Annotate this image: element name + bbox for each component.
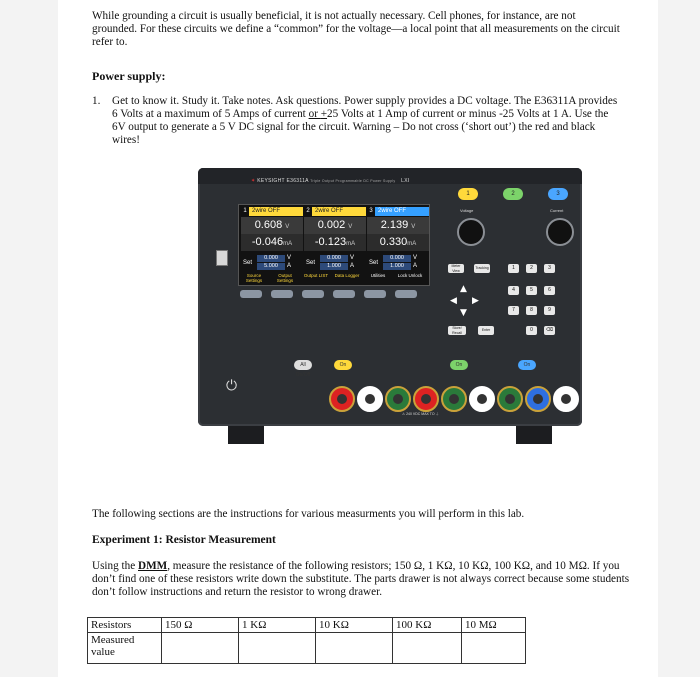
softkey-button-4[interactable] [333,290,355,298]
channel-number: 3 [367,207,375,216]
sections-intro: The following sections are the instructions for various measurments you will perform in this lab. [92,508,525,520]
key-2[interactable]: 2 [526,264,537,273]
experiment-1-heading: Experiment 1: Resistor Measurement [92,534,276,546]
power-supply-photo [198,168,582,450]
voltage-value: 0.002 [317,219,346,231]
intro-paragraph: While grounding a circuit is usually beneficial, it is not actually necessary. Cell phones, for instance, are not grounded. For these circuits we define a “common” for the voltage—a local point that all measurements on the circuit refer to. [92,10,620,48]
wire-mode: 2wire [315,208,330,214]
a-label: A [350,263,355,269]
exp-text-b: , measure the resistance of the following resistors; 150 Ω, 1 KΩ, 10 KΩ, 100 KΩ, and 10 MΩ. If you don’t find one of these resistors write down the substitute. The parts drawer is not always correct because some students don’t follow instructions and return the resistor to wrong drawer. [92,560,630,598]
channel-2-on-button[interactable]: On [450,360,468,370]
current-value: 0.330 [379,236,408,248]
arrow-up-icon[interactable]: ▲ [460,284,467,294]
current-unit: mA [283,241,293,247]
v-label: V [413,255,418,261]
key-5[interactable]: 5 [526,286,537,295]
set-label: Set [243,260,253,266]
device-logo [251,178,410,184]
current-unit: mA [346,241,356,247]
ch3-common-terminal[interactable] [497,386,523,412]
arrow-down-icon[interactable]: ▼ [460,308,467,318]
softkey-button-2[interactable] [271,290,293,298]
voltage-value: 0.608 [254,219,283,231]
dmm-term: DMM [138,560,168,572]
current-knob[interactable] [546,218,574,246]
key-4[interactable]: 4 [508,286,519,295]
measured-cell-1k[interactable] [239,633,316,664]
key-0[interactable]: 0 [526,326,537,335]
model-label: E36311A [286,178,309,184]
softkey-output-settings: Output Settings [276,273,294,283]
item-plus: + [320,108,328,120]
ch1-negative-terminal[interactable] [357,386,383,412]
v-label: V [287,255,292,261]
channel-3-select-button[interactable]: 3 [548,188,568,200]
resistor-table [87,617,526,664]
arrow-right-icon[interactable]: ▶ [472,296,479,306]
item-or: or [308,108,321,120]
all-on-off-button[interactable]: All On/Off [295,362,311,378]
ch2-common-terminal[interactable] [441,386,467,412]
ch2-negative-terminal[interactable] [469,386,495,412]
keysight-logo-icon: ✶ [251,178,256,184]
voltage-knob-label: Voltage [460,208,474,213]
set-current: 1.000 [383,263,411,270]
channel-1-select-button[interactable]: 1 [458,188,478,200]
description-label: Triple Output Programmable DC Power Supply [310,179,396,183]
usb-port-icon [216,250,228,266]
channel-3-panel [367,207,429,281]
ch3-positive-terminal[interactable] [525,386,551,412]
power-supply-device [198,168,582,426]
set-voltage: 0.000 [383,255,411,262]
channel-2-header [304,207,366,216]
measured-cell-150[interactable] [162,633,239,664]
wire-mode: 2wire [378,208,393,214]
channel-3-current [367,234,429,251]
channel-2-panel [304,207,366,281]
table-header-cell: 100 KΩ [393,618,462,633]
left-foot [228,426,264,444]
exp-text-a: Using the [92,560,138,572]
set-voltage: 0.000 [257,255,285,262]
measured-cell-10k[interactable] [316,633,393,664]
ch2-positive-terminal[interactable] [413,386,439,412]
channel-2-current [304,234,366,251]
softkey-lock-unlock: Lock Unlock [397,273,423,278]
channel-number: 2 [304,207,312,216]
backspace-key[interactable]: ⌫ [545,327,554,333]
voltage-unit: V [411,224,416,230]
power-supply-heading: Power supply: [92,69,166,83]
ch1-positive-terminal[interactable] [329,386,355,412]
softkey-data-logger: Data Logger [334,273,360,278]
channel-1-voltage [241,217,303,234]
experiment-1-paragraph [92,560,632,599]
channel-3-voltage [367,217,429,234]
output-state: OFF [331,208,344,214]
set-current: 1.000 [320,263,348,270]
display-screen [238,204,430,286]
document-page [58,0,658,677]
key-8[interactable]: 8 [526,306,537,315]
tracking-button[interactable]: Tracking [474,264,490,273]
channel-3-on-button[interactable]: On [518,360,536,370]
right-foot [516,426,552,444]
list-item-text [112,95,622,147]
table-row [88,633,526,664]
key-3[interactable]: 3 [544,264,555,273]
softkey-source-settings: Source Settings [245,273,263,283]
wire-mode: 2wire [252,208,267,214]
voltage-warning-label: ⚠ 240 VDC MAX TO ⏚ [402,412,440,416]
channel-1-set [241,253,303,273]
power-button-icon[interactable]: ⏻ [226,378,238,394]
measured-cell-10m[interactable] [462,633,526,664]
table-header-row [88,618,526,633]
measured-value-label: Measured value [88,633,162,664]
channel-3-header [367,207,429,216]
set-label: Set [306,260,316,266]
ch3-negative-terminal[interactable] [553,386,579,412]
softkey-output-list: Output LIST [303,273,329,278]
key-7[interactable]: 7 [508,306,519,315]
key-9[interactable]: 9 [544,306,555,315]
ground-terminal[interactable] [385,386,411,412]
list-number: 1. [92,95,101,107]
table-header-cell: 10 KΩ [316,618,393,633]
set-voltage: 0.000 [320,255,348,262]
softkey-button-3[interactable] [302,290,324,298]
softkey-button-5[interactable] [364,290,386,298]
measured-cell-100k[interactable] [393,633,462,664]
table-header-cell: 1 KΩ [239,618,316,633]
meter-view-button[interactable]: Meter View [448,264,464,273]
table-header-cell: 10 MΩ [462,618,526,633]
key-6[interactable]: 6 [544,286,555,295]
output-state: OFF [394,208,407,214]
softkey-button-1[interactable] [240,290,262,298]
output-state: OFF [268,208,281,214]
channel-number: 1 [241,207,249,216]
softkey-utilities: Utilities [370,273,386,278]
voltage-unit: V [285,224,290,230]
item-text-a: Get to know it. Study it. Take notes. Ask questions. Power supply provides a DC voltage. The E36311A provides 6 Volts at a maximum of 5 Amps of current [112,95,618,120]
enter-button[interactable]: Enter [478,326,494,335]
key-1[interactable]: 1 [508,264,519,273]
set-current: 5.000 [257,263,285,270]
channel-3-set [367,253,429,273]
brand-label: KEYSIGHT [257,178,285,184]
softkey-labels [239,273,429,283]
store-recall-button[interactable]: Store/ Recall [448,326,466,335]
a-label: A [287,263,292,269]
voltage-unit: V [348,224,353,230]
table-header-cell: 150 Ω [162,618,239,633]
lxi-label: LXI [401,178,410,184]
current-knob-label: Current [550,208,564,213]
set-label: Set [369,260,379,266]
softkey-button-6[interactable] [395,290,417,298]
channel-2-set [304,253,366,273]
v-label: V [350,255,355,261]
voltage-knob[interactable] [457,218,485,246]
current-value: -0.123 [314,236,347,248]
channel-2-voltage [304,217,366,234]
channel-2-select-button[interactable]: 2 [503,188,523,200]
channel-1-current [241,234,303,251]
item-text-b: 25 Volts at 1 Amp of current or minus -25 Volts at 1 A. Use the 6V output to generate a 5 V DC signal for the circuit. Warning – Do not cross (‘short out’) the red and black wires! [112,108,609,146]
channel-1-on-button[interactable]: On [334,360,352,370]
arrow-left-icon[interactable]: ◀ [450,296,457,306]
power-supply-list-item [92,95,622,147]
table-header-cell: Resistors [88,618,162,633]
channel-1-header [241,207,303,216]
current-value: -0.046 [251,236,284,248]
channel-1-panel [241,207,303,281]
voltage-value: 2.139 [380,219,409,231]
current-unit: mA [407,241,417,247]
a-label: A [413,263,418,269]
